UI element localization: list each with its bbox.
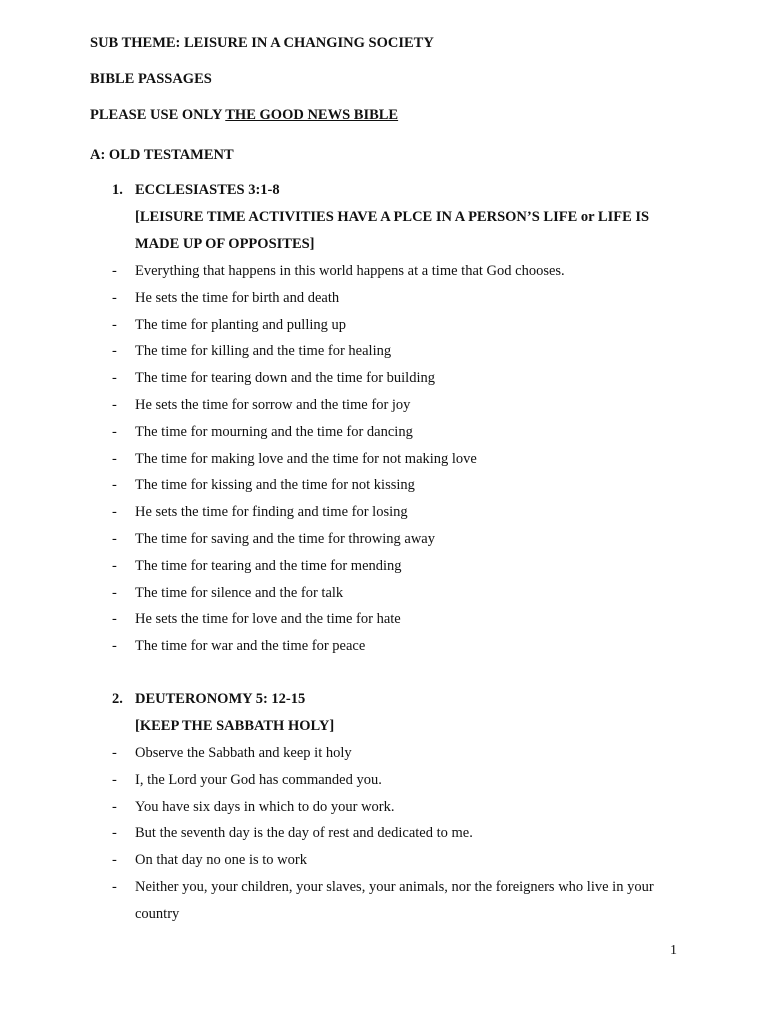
list-item: He sets the time for birth and death — [135, 289, 340, 306]
bullet-marker: - — [112, 450, 117, 467]
list-item: The time for mourning and the time for dancing — [135, 423, 413, 440]
good-news-bible-text: THE GOOD NEWS BIBLE — [225, 107, 399, 123]
bullet-marker: - — [112, 423, 117, 440]
instruction-heading — [90, 106, 398, 124]
list-item: But the seventh day is the day of rest and dedicated to me. — [135, 825, 473, 842]
passage-theme: [LEISURE TIME ACTIVITIES HAVE A PLCE IN A PERSON’S LIFE or LIFE IS — [135, 209, 650, 225]
list-item-continuation: country — [135, 906, 180, 922]
list-item: He sets the time for love and the time for hate — [135, 611, 401, 628]
bullet-marker: - — [112, 504, 117, 521]
list-item: Observe the Sabbath and keep it holy — [135, 745, 352, 761]
bullet-marker: - — [112, 557, 117, 574]
bullet-marker: - — [112, 370, 117, 387]
bullet-marker: - — [112, 611, 117, 628]
list-item: The time for tearing down and the time for building — [135, 370, 435, 387]
passage-theme: [KEEP THE SABBATH HOLY] — [135, 718, 335, 734]
list-item: He sets the time for finding and time for losing — [135, 504, 408, 521]
list-item: The time for tearing and the time for mending — [135, 557, 402, 574]
list-item: The time for kissing and the time for not kissing — [135, 477, 415, 494]
bullet-marker: - — [112, 879, 117, 895]
passage-reference: ECCLESIASTES 3:1-8 — [135, 182, 280, 198]
bullet-marker: - — [112, 477, 117, 494]
bullet-marker: - — [112, 263, 117, 279]
list-item: The time for silence and the for talk — [135, 584, 344, 601]
bullet-marker: - — [112, 397, 117, 413]
list-item: The time for making love and the time for not making love — [135, 450, 477, 467]
passage-reference: DEUTERONOMY 5: 12-15 — [135, 691, 306, 707]
sub-theme-heading: SUB THEME: LEISURE IN A CHANGING SOCIETY — [90, 35, 434, 51]
passage-number: 2. — [112, 691, 123, 707]
list-item: I, the Lord your God has commanded you. — [135, 771, 382, 788]
list-item: The time for planting and pulling up — [135, 316, 347, 333]
list-item: He sets the time for sorrow and the time for joy — [135, 397, 411, 413]
list-item: The time for killing and the time for healing — [135, 343, 392, 360]
bullet-marker: - — [112, 825, 117, 842]
bullet-marker: - — [112, 343, 117, 360]
bible-passages-heading: BIBLE PASSAGES — [90, 71, 212, 87]
bullet-marker: - — [112, 316, 117, 333]
list-item: On that day no one is to work — [135, 852, 307, 869]
list-item: You have six days in which to do your work. — [135, 798, 395, 815]
bullet-marker: - — [112, 531, 117, 547]
list-item: Everything that happens in this world happens at a time that God chooses. — [135, 263, 565, 279]
section-heading: A: OLD TESTAMENT — [90, 147, 234, 163]
list-item: The time for war and the time for peace — [135, 638, 366, 655]
bullet-marker: - — [112, 771, 117, 788]
instruction-prefix: PLEASE USE ONLY — [90, 107, 226, 123]
passage-number: 1. — [112, 182, 123, 198]
bullet-marker: - — [112, 638, 117, 655]
page-number: 1 — [670, 943, 677, 958]
bullet-marker: - — [112, 289, 117, 306]
list-item: The time for saving and the time for throwing away — [135, 531, 435, 547]
list-item: Neither you, your children, your slaves, your animals, nor the foreigners who live in your — [135, 879, 654, 895]
passage-theme-continued: MADE UP OF OPPOSITES] — [135, 236, 315, 252]
bullet-marker: - — [112, 584, 117, 601]
bullet-marker: - — [112, 745, 117, 761]
bullet-marker: - — [112, 852, 117, 869]
bullet-marker: - — [112, 798, 117, 815]
